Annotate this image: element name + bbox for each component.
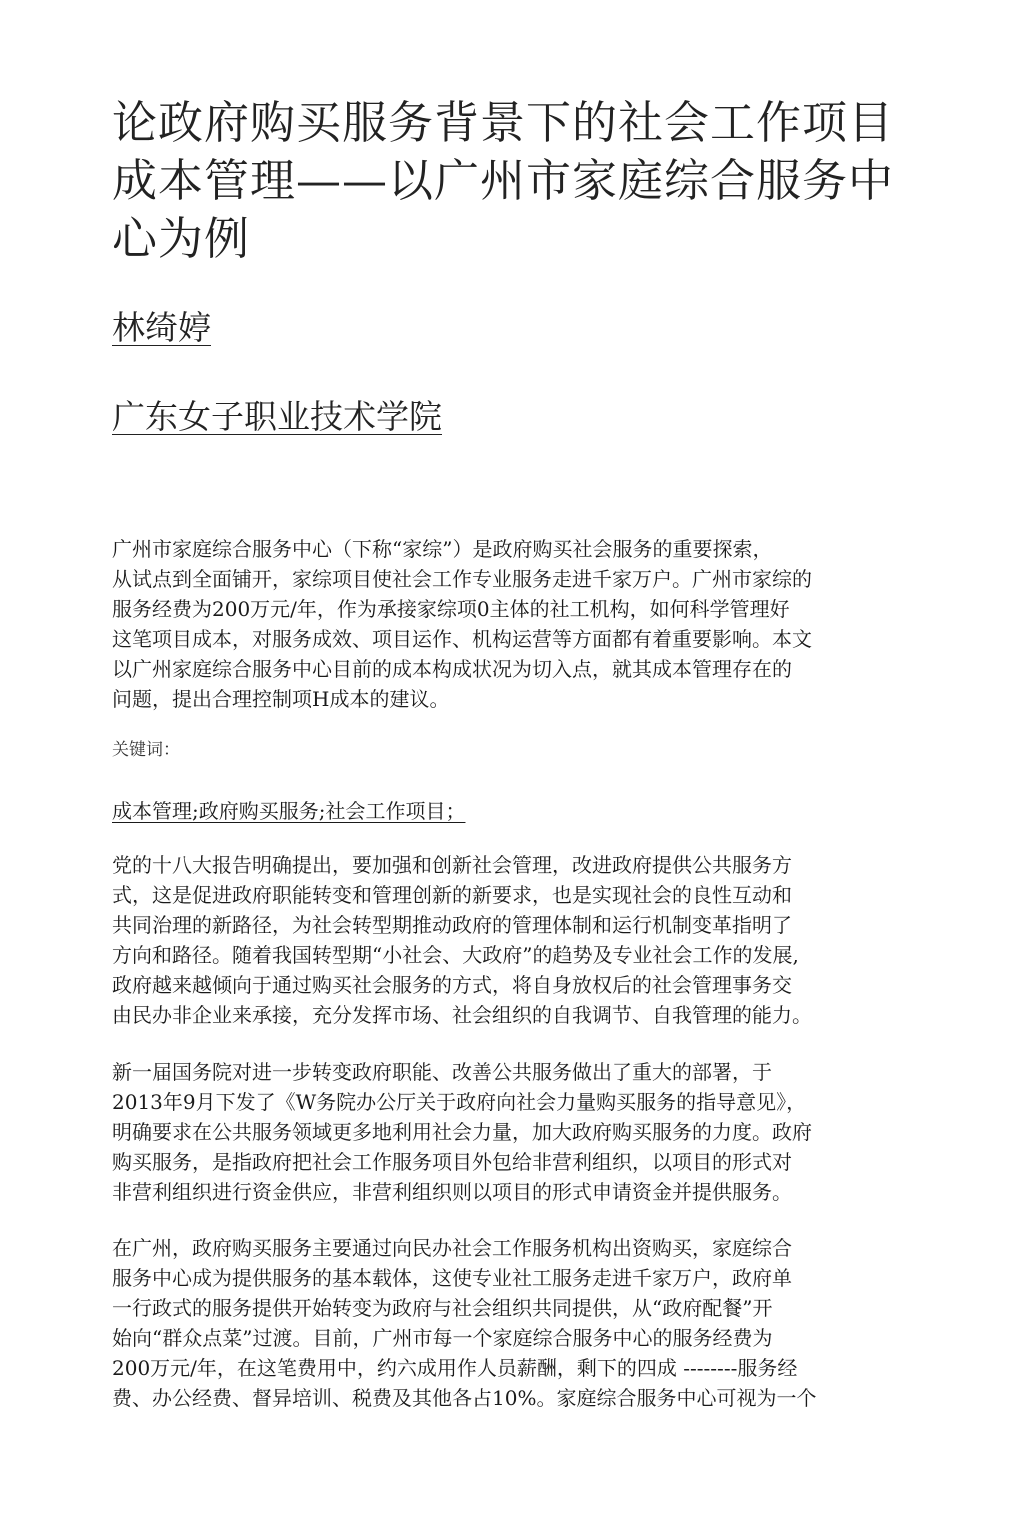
- paragraph-line: 2013年9月下发了《W务院办公厅关于政府向社会力量购买服务的指导意见》，: [112, 1090, 807, 1114]
- paragraph-line: 共同治理的新路径，为社会转型期推动政府的管理体制和运行机制变革指明了: [112, 913, 792, 937]
- paragraph-line: 新一届国务院对进一步转变政府职能、改善公共服务做出了重大的部署，于: [112, 1060, 772, 1084]
- paragraph-line: 式，这是促进政府职能转变和管理创新的新要求，也是实现社会的良性互动和: [112, 883, 792, 907]
- paragraph-line: 费、办公经费、督异培训、税费及其他各占10%。家庭综合服务中心可视为一个: [112, 1386, 817, 1410]
- title-line: 论政府购买服务背景下的社会工作项目: [112, 96, 895, 149]
- abstract-line: 这笔项目成本，对服务成效、项目运作、机构运营等方面都有着重要影响。本文: [112, 627, 812, 651]
- paragraph-line: 明确要求在公共服务领域更多地利用社会力量，加大政府购买服务的力度。政府: [112, 1120, 812, 1144]
- keywords-list: 成本管理;政府购买服务;社会工作项目；: [112, 799, 466, 823]
- paragraph-line: 购买服务，是指政府把社会工作服务项目外包给非营利组织，以项目的形式对: [112, 1150, 792, 1174]
- paragraph-line: 党的十八大报告明确提出，要加强和创新社会管理，改进政府提供公共服务方: [112, 853, 792, 877]
- abstract-line: 广州市家庭综合服务中心（下称“家综”）是政府购买社会服务的重要探索，: [112, 537, 773, 561]
- document-title: [112, 94, 912, 268]
- paragraph-line: 政府越来越倾向于通过购买社会服务的方式，将自身放权后的社会管理事务交: [112, 973, 792, 997]
- abstract-line: 服务经费为200万元/年，作为承接家综项0主体的社工机构，如何科学管理好: [112, 597, 790, 621]
- paragraph-line: 非营利组织进行资金供应，非营利组织则以项目的形式申请资金并提供服务。: [112, 1180, 792, 1204]
- author-name: 林绮婷: [112, 308, 211, 347]
- keywords-label: 关键词：: [112, 740, 180, 760]
- abstract-line: 以广州家庭综合服务中心目前的成本构成状况为切入点，就其成本管理存在的: [112, 657, 792, 681]
- body-paragraph-3: [112, 1233, 912, 1413]
- abstract-line: 问题，提出合理控制项H成本的建议。: [112, 687, 450, 711]
- abstract: [112, 534, 912, 714]
- paragraph-line: 在广州，政府购买服务主要通过向民办社会工作服务机构出资购买，家庭综合: [112, 1236, 792, 1260]
- title-line: 心为例: [112, 212, 251, 265]
- paragraph-line: 一行政式的服务提供开始转变为政府与社会组织共同提供，从“政府配餐”开: [112, 1296, 773, 1320]
- abstract-line: 从试点到全面铺开，家综项目使社会工作专业服务走进千家万户。广州市家综的: [112, 567, 812, 591]
- paragraph-line: 服务中心成为提供服务的基本载体，这使专业社工服务走进千家万户，政府单: [112, 1266, 792, 1290]
- author-affiliation: 广东女子职业技术学院: [112, 397, 442, 436]
- body-paragraph-2: [112, 1057, 912, 1207]
- title-line: 成本管理——以广州市家庭综合服务中: [112, 154, 895, 207]
- body-paragraph-1: [112, 850, 912, 1030]
- paragraph-line: 方向和路径。随着我国转型期“小社会、大政府”的趋势及专业社会工作的发展,: [112, 943, 799, 967]
- paragraph-line: 由民办非企业来承接，充分发挥市场、社会组织的自我调节、自我管理的能力。: [112, 1003, 812, 1027]
- paragraph-line: 始向“群众点菜”过渡。目前，广州市每一个家庭综合服务中心的服务经费为: [112, 1326, 773, 1350]
- paragraph-line: 200万元/年，在这笔费用中，约六成用作人员薪酬，剩下的四成 --------服务经: [112, 1356, 798, 1380]
